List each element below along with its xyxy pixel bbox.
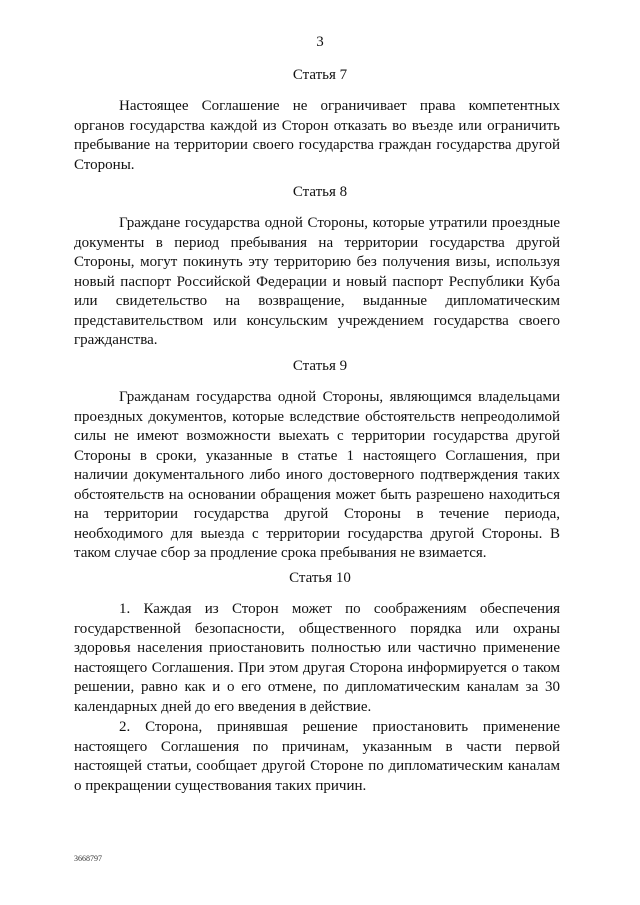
article-7-paragraph: Настоящее Соглашение не ограничивает права компетентных органов государства каждой из Сторон отказать во въезде или ограничить пребывание на территории своего государства граждан государства другой Стороны.	[74, 98, 560, 173]
article-9-paragraph: Гражданам государства одной Стороны, являющимся владельцами проездных документов, которые вследствие обстоятельств непреодолимой силы не имеют возможности выехать с территории государства другой Стороны в сроки, указанные в статье 1 настоящего Соглашения, при наличии документального либо иного достоверного подтверждения таких обстоятельств на основании обращения может быть разрешено находиться на территории государства другой Стороны в течение периода, необходимого для выезда с территории государства другой Стороны. В таком случае сбор за продление срока пребывания не взимается.	[74, 389, 560, 561]
article-7-heading: Статья 7	[292, 67, 348, 83]
page-number: 3	[316, 34, 324, 50]
article-10-paragraph-1: 1. Каждая из Сторон может по соображениям обеспечения государственной безопасности, общественного порядка или охраны здоровья населения приостановить полностью или частично применение настоящего Соглашения. При этом другая Сторона информируется о таком решении, равно как и о его отмене, по дипломатическим каналам за 30 календарных дней до его введения в действие.	[74, 601, 560, 715]
article-10-paragraph-2: 2. Сторона, принявшая решение приостановить применение настоящего Соглашения по причинам, указанным в части первой настоящей статьи, сообщает другой Стороне по дипломатическим каналам о прекращении существования таких причин.	[74, 719, 560, 794]
article-8-paragraph: Граждане государства одной Стороны, которые утратили проездные документы в период пребывания на территории государства другой Стороны, могут покинуть эту территорию без получения визы, используя новый паспорт Российской Федерации и новый паспорт Республики Куба или свидетельство на возвращение, выданные дипломатическим представительством или консульским учреждением государства своего гражданства.	[74, 215, 560, 348]
article-9-heading: Статья 9	[292, 358, 348, 374]
article-8-heading: Статья 8	[292, 184, 348, 200]
article-10-heading: Статья 10	[289, 570, 351, 586]
document-id: 3668797	[74, 854, 102, 863]
